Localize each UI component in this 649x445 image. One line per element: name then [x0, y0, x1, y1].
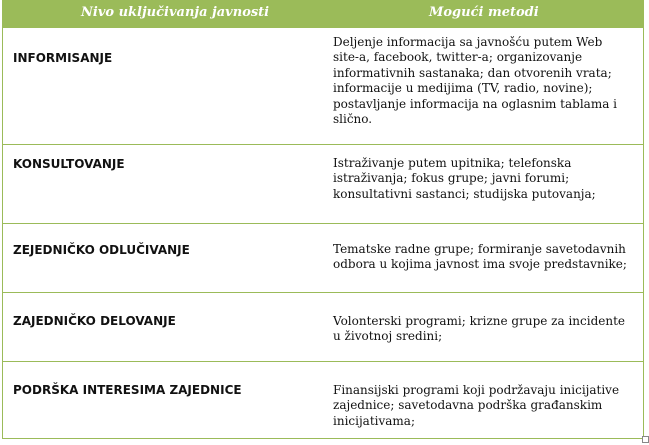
row-divider [3, 223, 643, 224]
header-methods: Mogući metodi [429, 5, 539, 20]
row-divider [3, 361, 643, 362]
header-level: Nivo uključivanja javnosti [81, 5, 270, 20]
methods-text: Volonterski programi; krizne grupe za incidente u životnoj sredini; [333, 314, 626, 344]
level-label: PODRŠKA INTERESIMA ZAJEDNICE [13, 383, 242, 397]
methods-text: Tematske radne grupe; formiranje savetodavnih odbora u kojima javnost ima svoje predstavnike; [333, 242, 627, 272]
level-label: ZAJEDNIČKO DELOVANJE [13, 314, 176, 328]
level-label: INFORMISANJE [13, 51, 113, 65]
resize-handle[interactable] [642, 436, 649, 443]
table-header [3, 1, 643, 28]
methods-text: Deljenje informacija sa javnošću putem Web site-a, facebook, twitter-a; organizovanje informativnih sastanaka; dan otvorenih vrata; informacije u medijima (TV, radio, novine); postavljanje informacija na oglasnim tablama i slično. [333, 35, 617, 127]
methods-text: Finansijski programi koji podržavaju inicijative zajednice; savetodavna podrška građanskim inicijativama; [333, 383, 620, 428]
methods-table [2, 0, 644, 439]
row-divider [3, 292, 643, 293]
level-label: ZEJEDNIČKO ODLUČIVANJE [13, 243, 190, 257]
row-divider [3, 144, 643, 145]
methods-text: Istraživanje putem upitnika; telefonska istraživanja; fokus grupe; javni forumi; konsultativni sastanci; studijska putovanja; [333, 156, 596, 201]
level-label: KONSULTOVANJE [13, 157, 125, 171]
